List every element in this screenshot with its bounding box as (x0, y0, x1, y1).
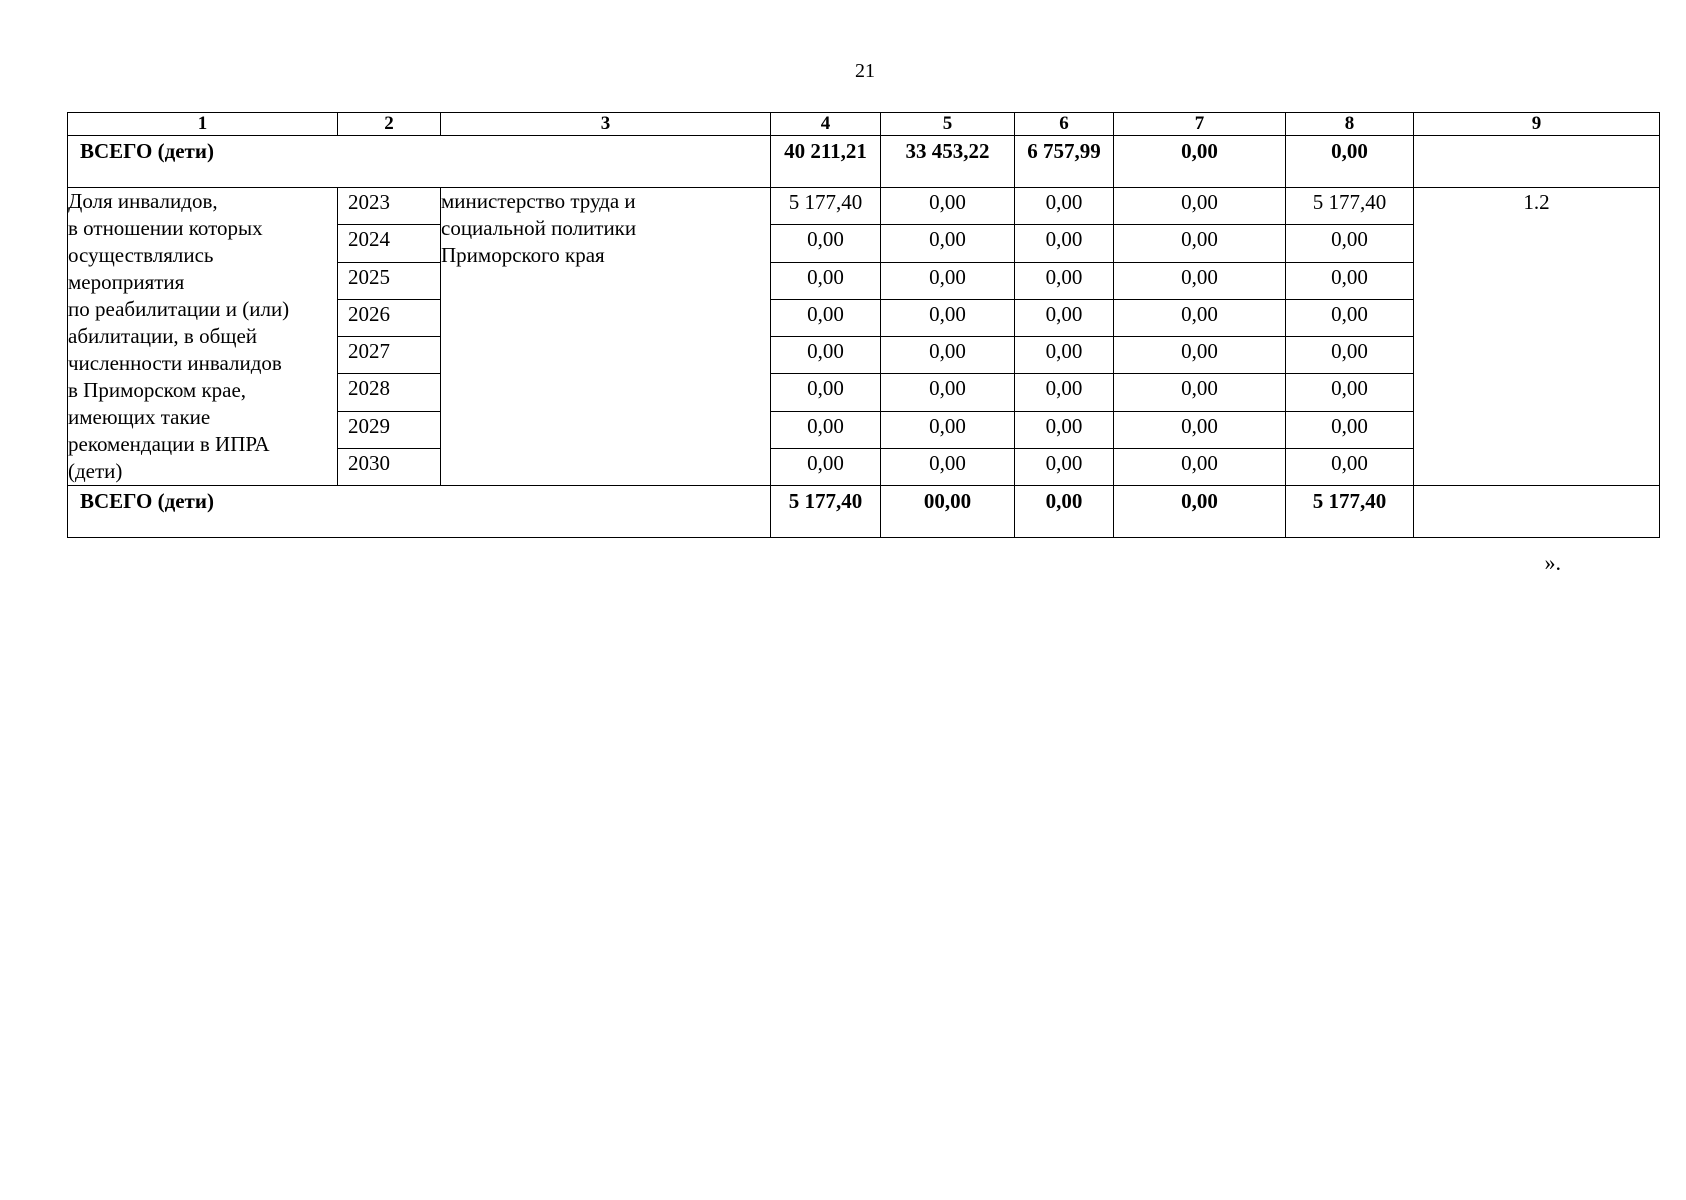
value-cell: 0,00 (771, 225, 881, 262)
value-cell: 5 177,40 (1286, 188, 1414, 225)
value-cell: 0,00 (1114, 299, 1286, 336)
year-cell: 2024 (338, 225, 441, 262)
value-cell: 0,00 (881, 188, 1015, 225)
responsible-line: Приморского края (441, 243, 605, 267)
value-cell: 0,00 (1286, 374, 1414, 411)
column-number-row (68, 113, 1660, 136)
responsible-line: социальной политики (441, 216, 637, 240)
year-cell: 2025 (338, 262, 441, 299)
indicator-description (68, 188, 338, 486)
value-cell: 5 177,40 (771, 188, 881, 225)
description-line: имеющих такие (68, 405, 211, 429)
description-line: по реабилитации и (или) (68, 297, 290, 321)
value-cell: 0,00 (771, 337, 881, 374)
column-number: 9 (1414, 113, 1660, 136)
total-value: 33 453,22 (881, 136, 1015, 188)
value-cell: 0,00 (1286, 337, 1414, 374)
value-cell: 0,00 (1114, 225, 1286, 262)
description-line: (дети) (68, 459, 123, 483)
value-cell: 0,00 (881, 448, 1015, 485)
value-cell: 0,00 (1114, 411, 1286, 448)
value-cell: 0,00 (1286, 262, 1414, 299)
value-cell: 0,00 (881, 299, 1015, 336)
value-cell: 0,00 (771, 299, 881, 336)
total-ref (1414, 486, 1660, 538)
total-value: 40 211,21 (771, 136, 881, 188)
value-cell: 0,00 (1114, 188, 1286, 225)
value-cell: 0,00 (1015, 448, 1114, 485)
description-line: осуществлялись (68, 243, 214, 267)
value-cell: 0,00 (1114, 262, 1286, 299)
description-line: в отношении которых (68, 216, 263, 240)
value-cell: 0,00 (1286, 448, 1414, 485)
value-cell: 0,00 (1286, 225, 1414, 262)
total-value: 0,00 (1114, 136, 1286, 188)
description-line: мероприятия (68, 270, 185, 294)
value-cell: 0,00 (1015, 337, 1114, 374)
value-cell: 0,00 (1015, 374, 1114, 411)
value-cell: 0,00 (1286, 299, 1414, 336)
value-cell: 0,00 (1114, 337, 1286, 374)
column-number: 4 (771, 113, 881, 136)
indicator-ref: 1.2 (1414, 188, 1660, 486)
total-value: 5 177,40 (771, 486, 881, 538)
value-cell: 0,00 (771, 448, 881, 485)
description-line: в Приморском крае, (68, 378, 247, 402)
value-cell: 0,00 (881, 411, 1015, 448)
total-value: 0,00 (1286, 136, 1414, 188)
description-line: абилитации, в общей (68, 324, 258, 348)
value-cell: 0,00 (1015, 411, 1114, 448)
column-number: 6 (1015, 113, 1114, 136)
year-cell: 2023 (338, 188, 441, 225)
total-row-top (68, 136, 1660, 188)
total-value: 6 757,99 (1015, 136, 1114, 188)
value-cell: 0,00 (1015, 225, 1114, 262)
total-value: 0,00 (1114, 486, 1286, 538)
value-cell: 0,00 (771, 411, 881, 448)
value-cell: 0,00 (1114, 374, 1286, 411)
column-number: 7 (1114, 113, 1286, 136)
value-cell: 0,00 (771, 374, 881, 411)
description-line: численности инвалидов (68, 351, 282, 375)
responsible-executor (441, 188, 771, 486)
description-line: Доля инвалидов, (68, 189, 218, 213)
total-ref (1414, 136, 1660, 188)
value-cell: 0,00 (771, 262, 881, 299)
responsible-line: министерство труда и (441, 189, 636, 213)
value-cell: 0,00 (881, 374, 1015, 411)
value-cell: 0,00 (1015, 262, 1114, 299)
year-row (68, 188, 1660, 225)
value-cell: 0,00 (1114, 448, 1286, 485)
value-cell: 0,00 (881, 337, 1015, 374)
description-line: рекомендации в ИПРА (68, 432, 270, 456)
column-number: 2 (338, 113, 441, 136)
total-value: 5 177,40 (1286, 486, 1414, 538)
column-number: 8 (1286, 113, 1414, 136)
column-number: 5 (881, 113, 1015, 136)
value-cell: 0,00 (881, 262, 1015, 299)
closing-quote-mark: ». (1544, 550, 1561, 575)
column-number: 3 (441, 113, 771, 136)
value-cell: 0,00 (1015, 188, 1114, 225)
year-cell: 2026 (338, 299, 441, 336)
total-row-bottom (68, 486, 1660, 538)
value-cell: 0,00 (1015, 299, 1114, 336)
value-cell: 0,00 (881, 225, 1015, 262)
total-label: ВСЕГО (дети) (68, 486, 771, 538)
total-value: 0,00 (1015, 486, 1114, 538)
total-label: ВСЕГО (дети) (68, 136, 771, 188)
year-cell: 2028 (338, 374, 441, 411)
column-number: 1 (68, 113, 338, 136)
year-cell: 2030 (338, 448, 441, 485)
year-cell: 2027 (338, 337, 441, 374)
budget-table (67, 112, 1660, 538)
total-value: 00,00 (881, 486, 1015, 538)
year-cell: 2029 (338, 411, 441, 448)
page-number: 21 (855, 60, 875, 82)
value-cell: 0,00 (1286, 411, 1414, 448)
